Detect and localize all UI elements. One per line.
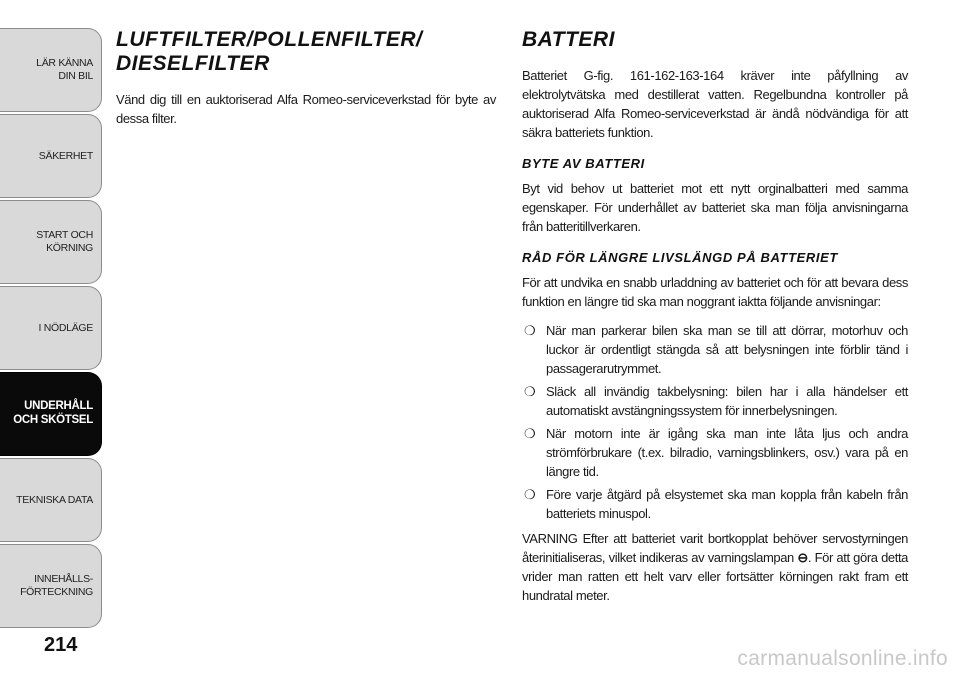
bullet-circle-icon: ❍ [524, 323, 536, 338]
filter-section [116, 28, 496, 138]
bullet-circle-icon: ❍ [524, 384, 536, 399]
battery-replace-heading: BYTE AV BATTERI [522, 156, 645, 171]
bullet-circle-icon: ❍ [524, 426, 536, 441]
filter-heading-line2: DIESELFILTER [116, 52, 270, 75]
list-item [522, 485, 908, 523]
battery-replace-text: Byt vid behov ut batteriet mot ett nytt orginalbatteri med samma egenskaper. För underhållet av batteriet ska man följa anvisningarna från batteritillverkaren. [522, 181, 908, 234]
filter-text: Vänd dig till en auktoriserad Alfa Romeo-serviceverkstad för byte av dessa filter. [116, 92, 496, 126]
filter-heading-line1: LUFTFILTER/POLLENFILTER/ [116, 28, 423, 51]
bullet-circle-icon: ❍ [524, 487, 536, 502]
list-item [522, 424, 908, 481]
warning-text [522, 529, 908, 605]
warning-text-start: VARNING Efter att batteriet varit bortkopplat behöver servostyrningen återinitialiseras, vilket indikeras av varningslampan [522, 531, 908, 565]
list-item [522, 382, 908, 420]
battery-life-text: För att undvika en snabb urladdning av batteriet och för att bevara dess funktion en längre tid ska man noggrant iaktta följande anvisningar: [522, 275, 908, 309]
watermark: carmanualsonline.info [737, 647, 948, 670]
steering-warning-lamp-icon: ⊖ [797, 550, 808, 565]
tab-innehallsforteckning[interactable]: INNEHÅLLS- FÖRTECKNING [0, 544, 102, 628]
battery-section [522, 28, 908, 615]
list-item [522, 321, 908, 378]
battery-life-heading: RÅD FÖR LÄNGRE LIVSLÄNGD PÅ BATTERIET [522, 250, 838, 265]
battery-heading: BATTERI [522, 28, 615, 51]
tab-underhall-och-skotsel[interactable]: UNDERHÅLL OCH SKÖTSEL [0, 372, 102, 456]
page-number: 214 [44, 634, 78, 656]
tab-i-nodlage[interactable]: I NÖDLÄGE [0, 286, 102, 370]
list-item-text: Släck all invändig takbelysning: bilen har i alla händelser ett automatiskt avstängningssystem för innerbelysningen. [546, 384, 908, 418]
list-item-text: När man parkerar bilen ska man se till att dörrar, motorhuv och luckor är ordentligt stängda så att belysningen inte förblir tänd i passagerarutrymmet. [546, 323, 908, 376]
tab-lar-kanna-din-bil[interactable]: LÄR KÄNNA DIN BIL [0, 28, 102, 112]
list-item-text: Före varje åtgärd på elsystemet ska man koppla från kabeln från batteriets minuspol. [546, 487, 908, 521]
tab-start-och-korning[interactable]: START OCH KÖRNING [0, 200, 102, 284]
warning-text-end: . För att göra detta vrider man ratten ett helt varv eller fortsätter körningen rakt fram ett hundratal meter. [522, 550, 908, 603]
battery-tips-list [522, 321, 908, 523]
list-item-text: När motorn inte är igång ska man inte låta ljus och andra strömförbrukare (t.ex. bilradio, varningsblinkers, osv.) vara på en längre tid. [546, 426, 908, 479]
battery-intro: Batteriet G-fig. 161-162-163-164 kräver inte påfyllning av elektrolytvätska med destillerat vatten. Regelbundna kontroller på auktoriserad Alfa Romeo-serviceverkstad är ändå nödvändiga för att säkra batteriets funktion. [522, 68, 908, 140]
tab-tekniska-data[interactable]: TEKNISKA DATA [0, 458, 102, 542]
tab-sakerhet[interactable]: SÄKERHET [0, 114, 102, 198]
filter-heading [116, 28, 496, 76]
